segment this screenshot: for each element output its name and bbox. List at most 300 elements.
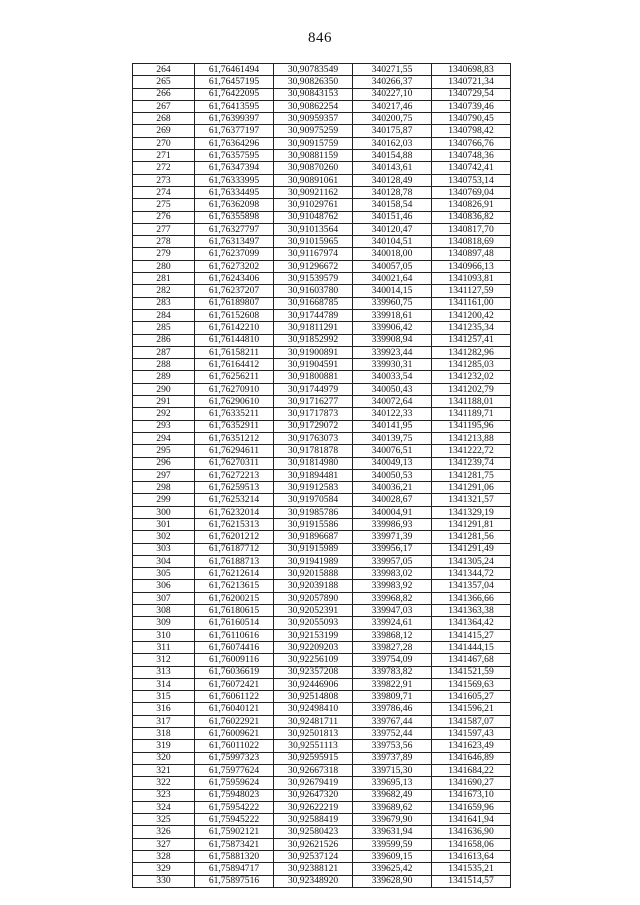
y-coordinate-cell: 1341597,43: [432, 728, 511, 740]
y-coordinate-cell: 1341305,24: [432, 555, 511, 567]
y-coordinate-cell: 1341605,27: [432, 691, 511, 703]
latitude-cell: 61,76152608: [195, 309, 274, 321]
longitude-cell: 30,91896687: [274, 531, 353, 543]
latitude-cell: 61,76270311: [195, 457, 274, 469]
x-coordinate-cell: 339983,02: [353, 568, 432, 580]
latitude-cell: 61,76011022: [195, 740, 274, 752]
latitude-cell: 61,75873421: [195, 838, 274, 850]
y-coordinate-cell: 1341673,10: [432, 789, 511, 801]
point-number-cell: 315: [133, 691, 195, 703]
longitude-cell: 30,92446906: [274, 678, 353, 690]
latitude-cell: 61,76036619: [195, 666, 274, 678]
table-row: [133, 518, 511, 530]
y-coordinate-cell: 1341569,63: [432, 678, 511, 690]
x-coordinate-cell: 339956,17: [353, 543, 432, 555]
longitude-cell: 30,90975259: [274, 125, 353, 137]
y-coordinate-cell: 1341587,07: [432, 715, 511, 727]
y-coordinate-cell: 1341636,90: [432, 826, 511, 838]
point-number-cell: 296: [133, 457, 195, 469]
latitude-cell: 61,76072421: [195, 678, 274, 690]
y-coordinate-cell: 1340798,42: [432, 125, 511, 137]
longitude-cell: 30,92551113: [274, 740, 353, 752]
latitude-cell: 61,76009621: [195, 728, 274, 740]
y-coordinate-cell: 1341596,21: [432, 703, 511, 715]
latitude-cell: 61,76187712: [195, 543, 274, 555]
longitude-cell: 30,91985786: [274, 506, 353, 518]
y-coordinate-cell: 1341285,03: [432, 359, 511, 371]
x-coordinate-cell: 339968,82: [353, 592, 432, 604]
longitude-cell: 30,91904591: [274, 359, 353, 371]
x-coordinate-cell: 340036,21: [353, 482, 432, 494]
y-coordinate-cell: 1341321,57: [432, 494, 511, 506]
point-number-cell: 267: [133, 100, 195, 112]
latitude-cell: 61,75954222: [195, 801, 274, 813]
table-row: [133, 777, 511, 789]
latitude-cell: 61,75881320: [195, 851, 274, 863]
latitude-cell: 61,76009116: [195, 654, 274, 666]
table-row: [133, 863, 511, 875]
point-number-cell: 285: [133, 322, 195, 334]
x-coordinate-cell: 340028,67: [353, 494, 432, 506]
table-row: [133, 359, 511, 371]
y-coordinate-cell: 1341357,04: [432, 580, 511, 592]
table-row: [133, 285, 511, 297]
longitude-cell: 30,91941989: [274, 555, 353, 567]
y-coordinate-cell: 1340753,14: [432, 174, 511, 186]
table-row: [133, 789, 511, 801]
latitude-cell: 61,76232014: [195, 506, 274, 518]
point-number-cell: 281: [133, 273, 195, 285]
point-number-cell: 322: [133, 777, 195, 789]
latitude-cell: 61,76351212: [195, 432, 274, 444]
latitude-cell: 61,76272213: [195, 469, 274, 481]
longitude-cell: 30,90843153: [274, 88, 353, 100]
y-coordinate-cell: 1341613,64: [432, 851, 511, 863]
x-coordinate-cell: 339947,03: [353, 605, 432, 617]
x-coordinate-cell: 339822,91: [353, 678, 432, 690]
point-number-cell: 327: [133, 838, 195, 850]
latitude-cell: 61,75902121: [195, 826, 274, 838]
y-coordinate-cell: 1340742,41: [432, 162, 511, 174]
longitude-cell: 30,92595915: [274, 752, 353, 764]
latitude-cell: 61,76110616: [195, 629, 274, 641]
longitude-cell: 30,91763073: [274, 432, 353, 444]
y-coordinate-cell: 1341282,96: [432, 346, 511, 358]
point-number-cell: 266: [133, 88, 195, 100]
table-row: [133, 322, 511, 334]
y-coordinate-cell: 1341684,22: [432, 764, 511, 776]
table-row: [133, 617, 511, 629]
x-coordinate-cell: 340175,87: [353, 125, 432, 137]
table-row: [133, 199, 511, 211]
point-number-cell: 279: [133, 248, 195, 260]
point-number-cell: 303: [133, 543, 195, 555]
x-coordinate-cell: 339986,93: [353, 518, 432, 530]
table-row: [133, 297, 511, 309]
table-row: [133, 88, 511, 100]
latitude-cell: 61,76377197: [195, 125, 274, 137]
x-coordinate-cell: 340014,15: [353, 285, 432, 297]
x-coordinate-cell: 340139,75: [353, 432, 432, 444]
latitude-cell: 61,76352911: [195, 420, 274, 432]
point-number-cell: 305: [133, 568, 195, 580]
point-number-cell: 292: [133, 408, 195, 420]
y-coordinate-cell: 1341281,75: [432, 469, 511, 481]
longitude-cell: 30,92153199: [274, 629, 353, 641]
point-number-cell: 311: [133, 641, 195, 653]
table-row: [133, 211, 511, 223]
point-number-cell: 283: [133, 297, 195, 309]
latitude-cell: 61,76189807: [195, 297, 274, 309]
longitude-cell: 30,92388121: [274, 863, 353, 875]
point-number-cell: 289: [133, 371, 195, 383]
latitude-cell: 61,76270910: [195, 383, 274, 395]
longitude-cell: 30,91915989: [274, 543, 353, 555]
coordinates-table-body: [133, 64, 511, 888]
latitude-cell: 61,76461494: [195, 64, 274, 76]
x-coordinate-cell: 339625,42: [353, 863, 432, 875]
latitude-cell: 61,76347394: [195, 162, 274, 174]
point-number-cell: 309: [133, 617, 195, 629]
longitude-cell: 30,92015888: [274, 568, 353, 580]
x-coordinate-cell: 339783,82: [353, 666, 432, 678]
longitude-cell: 30,92514808: [274, 691, 353, 703]
x-coordinate-cell: 340104,51: [353, 236, 432, 248]
point-number-cell: 301: [133, 518, 195, 530]
x-coordinate-cell: 340158,54: [353, 199, 432, 211]
longitude-cell: 30,90783549: [274, 64, 353, 76]
point-number-cell: 274: [133, 186, 195, 198]
y-coordinate-cell: 1340766,76: [432, 137, 511, 149]
longitude-cell: 30,91814980: [274, 457, 353, 469]
latitude-cell: 61,75894717: [195, 863, 274, 875]
point-number-cell: 325: [133, 814, 195, 826]
longitude-cell: 30,92209203: [274, 641, 353, 653]
x-coordinate-cell: 340151,46: [353, 211, 432, 223]
table-row: [133, 629, 511, 641]
point-number-cell: 316: [133, 703, 195, 715]
x-coordinate-cell: 340162,03: [353, 137, 432, 149]
x-coordinate-cell: 340120,47: [353, 223, 432, 235]
x-coordinate-cell: 340217,46: [353, 100, 432, 112]
x-coordinate-cell: 339682,49: [353, 789, 432, 801]
table-row: [133, 445, 511, 457]
latitude-cell: 61,76357595: [195, 150, 274, 162]
point-number-cell: 326: [133, 826, 195, 838]
point-number-cell: 307: [133, 592, 195, 604]
longitude-cell: 30,92357208: [274, 666, 353, 678]
y-coordinate-cell: 1341467,68: [432, 654, 511, 666]
x-coordinate-cell: 339599,59: [353, 838, 432, 850]
y-coordinate-cell: 1340897,48: [432, 248, 511, 260]
point-number-cell: 312: [133, 654, 195, 666]
y-coordinate-cell: 1341222,72: [432, 445, 511, 457]
y-coordinate-cell: 1341195,96: [432, 420, 511, 432]
coordinates-table: [132, 63, 511, 888]
longitude-cell: 30,92052391: [274, 605, 353, 617]
latitude-cell: 61,76022921: [195, 715, 274, 727]
longitude-cell: 30,90870260: [274, 162, 353, 174]
point-number-cell: 268: [133, 113, 195, 125]
table-row: [133, 875, 511, 887]
y-coordinate-cell: 1341366,66: [432, 592, 511, 604]
point-number-cell: 297: [133, 469, 195, 481]
y-coordinate-cell: 1341127,59: [432, 285, 511, 297]
y-coordinate-cell: 1341623,49: [432, 740, 511, 752]
latitude-cell: 61,76142210: [195, 322, 274, 334]
table-row: [133, 408, 511, 420]
latitude-cell: 61,76164412: [195, 359, 274, 371]
point-number-cell: 286: [133, 334, 195, 346]
y-coordinate-cell: 1340729,54: [432, 88, 511, 100]
x-coordinate-cell: 339908,94: [353, 334, 432, 346]
latitude-cell: 61,76290610: [195, 396, 274, 408]
table-row: [133, 678, 511, 690]
point-number-cell: 308: [133, 605, 195, 617]
longitude-cell: 30,91048762: [274, 211, 353, 223]
longitude-cell: 30,91603780: [274, 285, 353, 297]
page-number: 846: [308, 30, 332, 46]
y-coordinate-cell: 1341364,42: [432, 617, 511, 629]
y-coordinate-cell: 1341235,34: [432, 322, 511, 334]
point-number-cell: 293: [133, 420, 195, 432]
table-row: [133, 346, 511, 358]
x-coordinate-cell: 340072,64: [353, 396, 432, 408]
x-coordinate-cell: 340018,00: [353, 248, 432, 260]
y-coordinate-cell: 1341188,01: [432, 396, 511, 408]
point-number-cell: 329: [133, 863, 195, 875]
x-coordinate-cell: 340050,53: [353, 469, 432, 481]
x-coordinate-cell: 340143,61: [353, 162, 432, 174]
point-number-cell: 275: [133, 199, 195, 211]
x-coordinate-cell: 339906,42: [353, 322, 432, 334]
longitude-cell: 30,91900891: [274, 346, 353, 358]
table-row: [133, 740, 511, 752]
table-row: [133, 309, 511, 321]
x-coordinate-cell: 339827,28: [353, 641, 432, 653]
longitude-cell: 30,91668785: [274, 297, 353, 309]
point-number-cell: 328: [133, 851, 195, 863]
table-row: [133, 432, 511, 444]
point-number-cell: 294: [133, 432, 195, 444]
x-coordinate-cell: 339957,05: [353, 555, 432, 567]
latitude-cell: 61,76362098: [195, 199, 274, 211]
longitude-cell: 30,92588419: [274, 814, 353, 826]
x-coordinate-cell: 340057,05: [353, 260, 432, 272]
longitude-cell: 30,91852992: [274, 334, 353, 346]
table-row: [133, 715, 511, 727]
longitude-cell: 30,90862254: [274, 100, 353, 112]
table-row: [133, 654, 511, 666]
longitude-cell: 30,91729072: [274, 420, 353, 432]
table-row: [133, 174, 511, 186]
longitude-cell: 30,92481711: [274, 715, 353, 727]
point-number-cell: 280: [133, 260, 195, 272]
point-number-cell: 277: [133, 223, 195, 235]
point-number-cell: 278: [133, 236, 195, 248]
y-coordinate-cell: 1341232,02: [432, 371, 511, 383]
latitude-cell: 61,76334495: [195, 186, 274, 198]
y-coordinate-cell: 1341257,41: [432, 334, 511, 346]
point-number-cell: 300: [133, 506, 195, 518]
x-coordinate-cell: 340128,49: [353, 174, 432, 186]
point-number-cell: 321: [133, 764, 195, 776]
point-number-cell: 298: [133, 482, 195, 494]
table-row: [133, 641, 511, 653]
y-coordinate-cell: 1341202,79: [432, 383, 511, 395]
point-number-cell: 299: [133, 494, 195, 506]
longitude-cell: 30,90826350: [274, 76, 353, 88]
longitude-cell: 30,91811291: [274, 322, 353, 334]
y-coordinate-cell: 1340721,34: [432, 76, 511, 88]
y-coordinate-cell: 1340817,70: [432, 223, 511, 235]
x-coordinate-cell: 339689,62: [353, 801, 432, 813]
longitude-cell: 30,90915759: [274, 137, 353, 149]
longitude-cell: 30,91296672: [274, 260, 353, 272]
x-coordinate-cell: 339971,39: [353, 531, 432, 543]
latitude-cell: 61,76313497: [195, 236, 274, 248]
table-row: [133, 506, 511, 518]
latitude-cell: 61,76215313: [195, 518, 274, 530]
latitude-cell: 61,76074416: [195, 641, 274, 653]
x-coordinate-cell: 339983,92: [353, 580, 432, 592]
table-row: [133, 260, 511, 272]
table-row: [133, 494, 511, 506]
y-coordinate-cell: 1340790,45: [432, 113, 511, 125]
point-number-cell: 282: [133, 285, 195, 297]
x-coordinate-cell: 340049,13: [353, 457, 432, 469]
table-row: [133, 113, 511, 125]
y-coordinate-cell: 1341200,42: [432, 309, 511, 321]
table-row: [133, 580, 511, 592]
latitude-cell: 61,76200215: [195, 592, 274, 604]
latitude-cell: 61,76188713: [195, 555, 274, 567]
longitude-cell: 30,92501813: [274, 728, 353, 740]
longitude-cell: 30,92498410: [274, 703, 353, 715]
longitude-cell: 30,92057890: [274, 592, 353, 604]
longitude-cell: 30,91013564: [274, 223, 353, 235]
table-row: [133, 223, 511, 235]
latitude-cell: 61,76333995: [195, 174, 274, 186]
point-number-cell: 290: [133, 383, 195, 395]
point-number-cell: 271: [133, 150, 195, 162]
longitude-cell: 30,91915586: [274, 518, 353, 530]
longitude-cell: 30,90921162: [274, 186, 353, 198]
table-row: [133, 605, 511, 617]
longitude-cell: 30,91894481: [274, 469, 353, 481]
x-coordinate-cell: 339918,61: [353, 309, 432, 321]
x-coordinate-cell: 339752,44: [353, 728, 432, 740]
y-coordinate-cell: 1341093,81: [432, 273, 511, 285]
table-row: [133, 76, 511, 88]
y-coordinate-cell: 1341281,56: [432, 531, 511, 543]
latitude-cell: 61,75945222: [195, 814, 274, 826]
x-coordinate-cell: 340076,51: [353, 445, 432, 457]
table-row: [133, 728, 511, 740]
table-row: [133, 273, 511, 285]
latitude-cell: 61,76180615: [195, 605, 274, 617]
table-row: [133, 691, 511, 703]
x-coordinate-cell: 339753,56: [353, 740, 432, 752]
longitude-cell: 30,90881159: [274, 150, 353, 162]
latitude-cell: 61,76259513: [195, 482, 274, 494]
y-coordinate-cell: 1340769,04: [432, 186, 511, 198]
point-number-cell: 314: [133, 678, 195, 690]
y-coordinate-cell: 1341646,89: [432, 752, 511, 764]
point-number-cell: 306: [133, 580, 195, 592]
latitude-cell: 61,75897516: [195, 875, 274, 887]
table-row: [133, 752, 511, 764]
table-row: [133, 482, 511, 494]
x-coordinate-cell: 339924,61: [353, 617, 432, 629]
x-coordinate-cell: 339609,15: [353, 851, 432, 863]
table-row: [133, 703, 511, 715]
latitude-cell: 61,76213615: [195, 580, 274, 592]
table-row: [133, 371, 511, 383]
x-coordinate-cell: 339631,94: [353, 826, 432, 838]
table-row: [133, 851, 511, 863]
point-number-cell: 324: [133, 801, 195, 813]
table-row: [133, 457, 511, 469]
point-number-cell: 270: [133, 137, 195, 149]
x-coordinate-cell: 339754,09: [353, 654, 432, 666]
y-coordinate-cell: 1341658,06: [432, 838, 511, 850]
y-coordinate-cell: 1341415,27: [432, 629, 511, 641]
x-coordinate-cell: 340154,88: [353, 150, 432, 162]
y-coordinate-cell: 1340966,13: [432, 260, 511, 272]
point-number-cell: 323: [133, 789, 195, 801]
table-row: [133, 100, 511, 112]
point-number-cell: 330: [133, 875, 195, 887]
table-row: [133, 568, 511, 580]
latitude-cell: 61,76237207: [195, 285, 274, 297]
table-row: [133, 764, 511, 776]
longitude-cell: 30,91029761: [274, 199, 353, 211]
longitude-cell: 30,92256109: [274, 654, 353, 666]
y-coordinate-cell: 1340826,91: [432, 199, 511, 211]
latitude-cell: 61,76144810: [195, 334, 274, 346]
table-row: [133, 162, 511, 174]
longitude-cell: 30,92537124: [274, 851, 353, 863]
table-row: [133, 469, 511, 481]
x-coordinate-cell: 340122,33: [353, 408, 432, 420]
latitude-cell: 61,76273202: [195, 260, 274, 272]
table-row: [133, 666, 511, 678]
x-coordinate-cell: 340021,64: [353, 273, 432, 285]
latitude-cell: 61,75997323: [195, 752, 274, 764]
latitude-cell: 61,76335211: [195, 408, 274, 420]
longitude-cell: 30,91015965: [274, 236, 353, 248]
table-row: [133, 838, 511, 850]
latitude-cell: 61,76160514: [195, 617, 274, 629]
longitude-cell: 30,92667318: [274, 764, 353, 776]
latitude-cell: 61,76158211: [195, 346, 274, 358]
latitude-cell: 61,76355898: [195, 211, 274, 223]
latitude-cell: 61,76457195: [195, 76, 274, 88]
table-row: [133, 137, 511, 149]
y-coordinate-cell: 1340739,46: [432, 100, 511, 112]
y-coordinate-cell: 1340818,69: [432, 236, 511, 248]
x-coordinate-cell: 340128,78: [353, 186, 432, 198]
longitude-cell: 30,92055093: [274, 617, 353, 629]
table-row: [133, 396, 511, 408]
table-row: [133, 248, 511, 260]
table-row: [133, 383, 511, 395]
longitude-cell: 30,91800881: [274, 371, 353, 383]
y-coordinate-cell: 1341291,81: [432, 518, 511, 530]
latitude-cell: 61,75948023: [195, 789, 274, 801]
y-coordinate-cell: 1341444,15: [432, 641, 511, 653]
